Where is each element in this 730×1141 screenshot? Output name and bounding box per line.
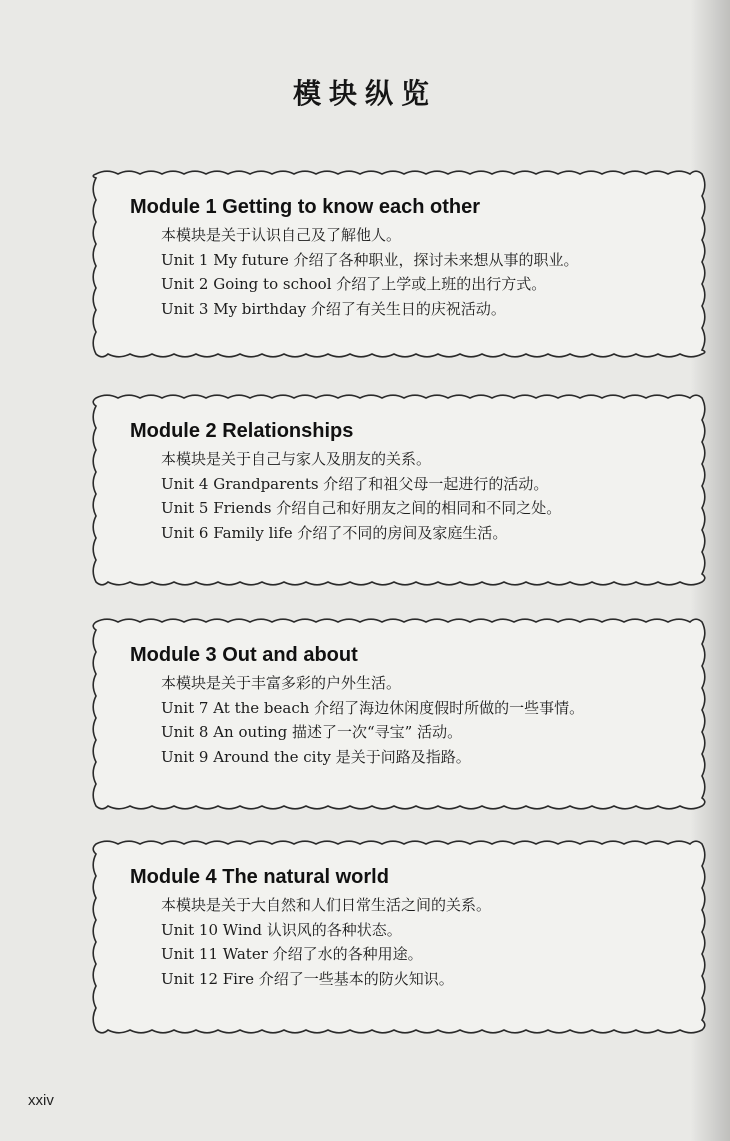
unit-line: Unit 12 Fire 介绍了一些基本的防火知识。 bbox=[161, 969, 454, 988]
page-number: xxiv bbox=[28, 1092, 54, 1109]
module-description: 本模块是关于丰富多彩的户外生活。 bbox=[161, 674, 402, 692]
page-title: 模块纵览 bbox=[292, 77, 437, 110]
unit-line: Unit 11 Water 介绍了水的各种用途。 bbox=[161, 945, 423, 963]
module-description: 本模块是关于认识自己及了解他人。 bbox=[161, 226, 402, 244]
module-description: 本模块是关于大自然和人们日常生活之间的关系。 bbox=[161, 896, 492, 914]
module-box-3 bbox=[90, 616, 708, 812]
unit-line: Unit 9 Around the city 是关于问路及指路。 bbox=[161, 747, 471, 766]
unit-line: Unit 6 Family life 介绍了不同的房间及家庭生活。 bbox=[161, 523, 508, 542]
module-title: Module 2 Relationships bbox=[130, 420, 354, 442]
unit-line: Unit 3 My birthday 介绍了有关生日的庆祝活动。 bbox=[161, 299, 506, 318]
module-title: Module 3 Out and about bbox=[130, 644, 358, 666]
module-box-4 bbox=[90, 838, 708, 1036]
unit-line: Unit 4 Grandparents 介绍了和祖父母一起进行的活动。 bbox=[161, 474, 549, 493]
unit-line: Unit 1 My future 介绍了各种职业，探讨未来想从事的职业。 bbox=[161, 250, 579, 269]
module-title: Module 4 The natural world bbox=[130, 866, 389, 888]
module-box-1 bbox=[90, 168, 708, 360]
module-box-2 bbox=[90, 392, 708, 588]
unit-line: Unit 8 An outing 描述了一次“寻宝” 活动。 bbox=[161, 723, 463, 741]
module-description: 本模块是关于自己与家人及朋友的关系。 bbox=[161, 450, 432, 468]
unit-line: Unit 10 Wind 认识风的各种状态。 bbox=[161, 920, 402, 939]
module-title: Module 1 Getting to know each other bbox=[130, 196, 481, 218]
unit-line: Unit 7 At the beach 介绍了海边休闲度假时所做的一些事情。 bbox=[161, 698, 585, 717]
unit-line: Unit 5 Friends 介绍自己和好朋友之间的相同和不同之处。 bbox=[161, 499, 562, 517]
unit-line: Unit 2 Going to school 介绍了上学或上班的出行方式。 bbox=[161, 275, 547, 293]
